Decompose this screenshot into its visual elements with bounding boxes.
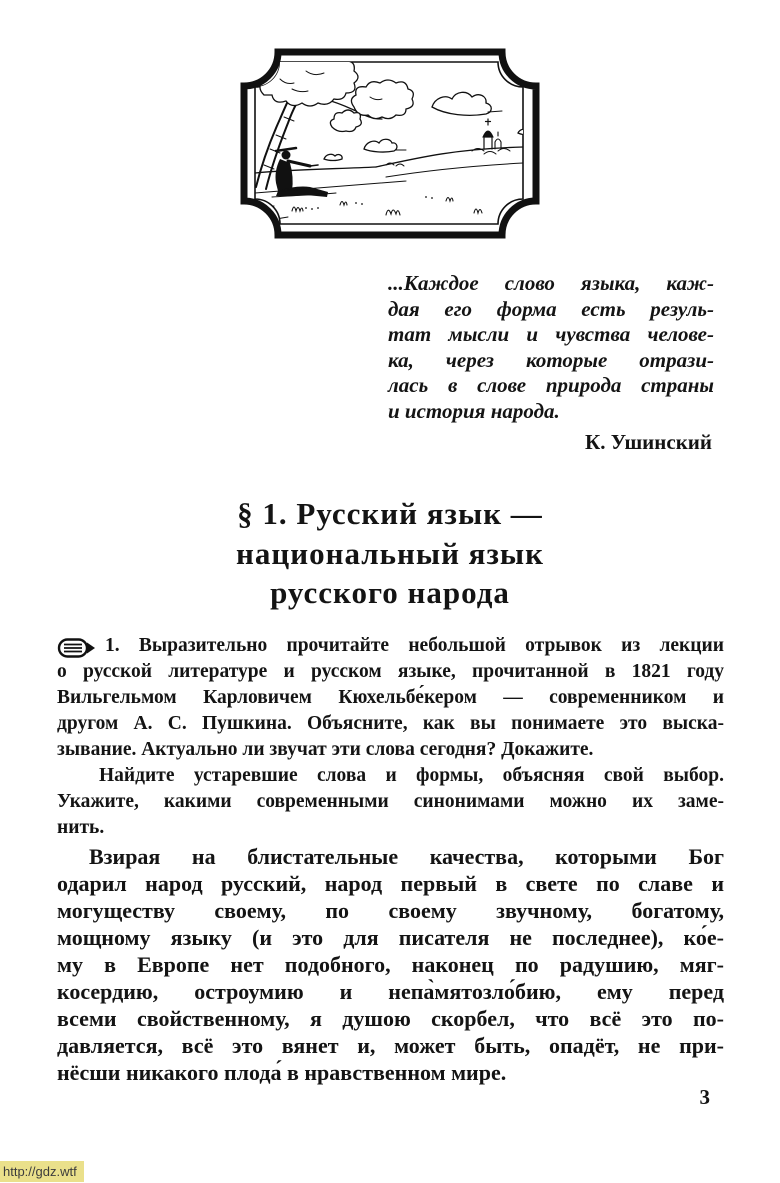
text-line: лась в слове природа страны (388, 373, 714, 398)
text-line: одарил народ русский, народ первый в свете по славе и (57, 871, 724, 896)
epigraph (388, 271, 714, 455)
epigraph-attribution: К. Ушинский (585, 429, 712, 454)
text-line: о русской литературе и русском языке, прочитанной в 1821 году (57, 661, 724, 682)
text-line: зывание. Актуально ли звучат эти слова сегодня? Докажите. (57, 739, 594, 760)
exercise-task-paragraph-1 (57, 633, 724, 763)
text-line: Взирая на блистательные качества, которыми Бог (89, 844, 724, 869)
watermark-url: http://gdz.wtf (0, 1161, 84, 1182)
text-line: тат мысли и чувства челове- (388, 322, 714, 347)
text-line: давляется, всё это вянет и, может быть, опадёт, не при- (57, 1033, 724, 1058)
text-line: всеми свойственному, я душою скорбел, что всё это по- (57, 1006, 724, 1031)
text-line: мощному языку (и это для писателя не последнее), ко́е- (57, 925, 724, 950)
text-line: му в Европе нет подобного, наконец по радушию, мяг- (57, 952, 724, 977)
text-line: ...Каждое слово языка, каж- (388, 271, 714, 295)
exercise-task-paragraph-2 (57, 763, 724, 841)
text-line: дая его форма есть резуль- (388, 296, 714, 321)
text-line: национальный язык (236, 535, 544, 571)
text-line: ка, через которые отрази- (388, 347, 714, 372)
text-line: косердию, остроумию и непа̀мятозло́бию, ему перед (57, 979, 724, 1004)
text-line: нёсши никакого плода́ в нравственном мире. (57, 1060, 507, 1085)
section-heading (0, 494, 780, 613)
text-line: и история народа. (388, 398, 560, 423)
text-line: могуществу своему, по своему звучному, богатому, (57, 898, 724, 923)
text-line: 1. Выразительно прочитайте небольшой отрывок из лекции (105, 635, 724, 656)
text-line: § 1. Русский язык — (237, 496, 543, 531)
text-line: Вильгельмом Карловичем Кюхельбе́кером — современником и (57, 687, 724, 708)
text-line: другом А. С. Пушкина. Объясните, как вы понимаете это выска- (57, 713, 724, 734)
exercise-1 (57, 633, 724, 841)
text-line: русского народа (270, 575, 510, 610)
vignette-illustration (236, 45, 544, 242)
text-line: Найдите устаревшие слова и формы, объясняя свой выбор. (99, 765, 724, 786)
text-line: нить. (57, 817, 105, 838)
quote-paragraph (57, 843, 724, 1086)
text-line: Укажите, какими современными синонимами можно их заме- (57, 791, 724, 812)
page-number: 3 (699, 1085, 710, 1109)
epigraph-text (388, 271, 714, 425)
